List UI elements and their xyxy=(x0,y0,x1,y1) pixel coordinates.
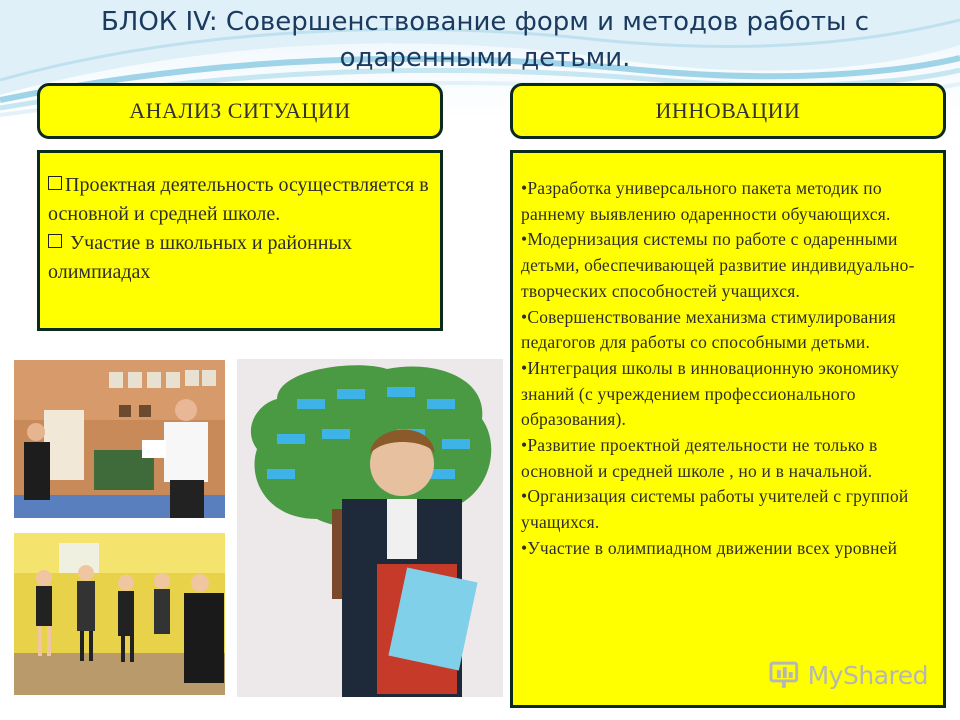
innovation-item: •Модернизация системы по работе с одаренными детьми, обеспечивающей развитие индивидуально-творческих способностей учащихся. xyxy=(521,229,915,301)
innovation-item: •Организация системы работы учителей с группой учащихся. xyxy=(521,486,909,533)
innovation-item: •Участие в олимпиадном движении всех уровней xyxy=(521,537,898,558)
situation-item xyxy=(48,229,432,287)
innovations-header xyxy=(510,83,946,139)
innovation-item: •Развитие проектной деятельности не только в основной и средней школе , но и в начальной. xyxy=(521,435,878,481)
innovations-box xyxy=(510,150,946,708)
innovation-item: •Разработка универсального пакета методик по раннему выявлению одаренности обучающихся. xyxy=(521,178,891,224)
situation-analysis-header-label: АНАЛИЗ СИТУАЦИИ xyxy=(129,98,351,123)
watermark-text: MyShared xyxy=(807,660,928,690)
checkbox-bullet-icon xyxy=(48,234,62,248)
innovations-header-label: ИННОВАЦИИ xyxy=(655,98,801,123)
myshared-watermark xyxy=(768,657,928,693)
innovation-item: •Интеграция школы в инновационную экономику знаний (с учреждением профессионального образования). xyxy=(521,357,900,430)
slide-title-line2: одаренными детьми. xyxy=(339,43,631,73)
checkbox-bullet-icon xyxy=(48,176,62,190)
children-performance-photo xyxy=(14,533,225,695)
situation-item-text: Участие в школьных и районных олимпиадах xyxy=(48,232,352,283)
classroom-photo xyxy=(14,360,225,518)
student-tree-photo xyxy=(237,359,503,697)
innovation-item: •Совершенствование механизма стимулирования педагогов для работы со способными детьми. xyxy=(521,306,896,353)
situation-analysis-box xyxy=(37,150,443,331)
presentation-board-icon xyxy=(768,660,802,690)
situation-item xyxy=(48,171,432,229)
slide-title-line1: БЛОК IV: Совершенствование форм и методов работы с xyxy=(100,7,870,37)
situation-analysis-header xyxy=(37,83,443,139)
situation-item-text: Проектная деятельность осуществляется в основной и средней школе. xyxy=(48,174,429,225)
slide-title xyxy=(70,4,900,76)
